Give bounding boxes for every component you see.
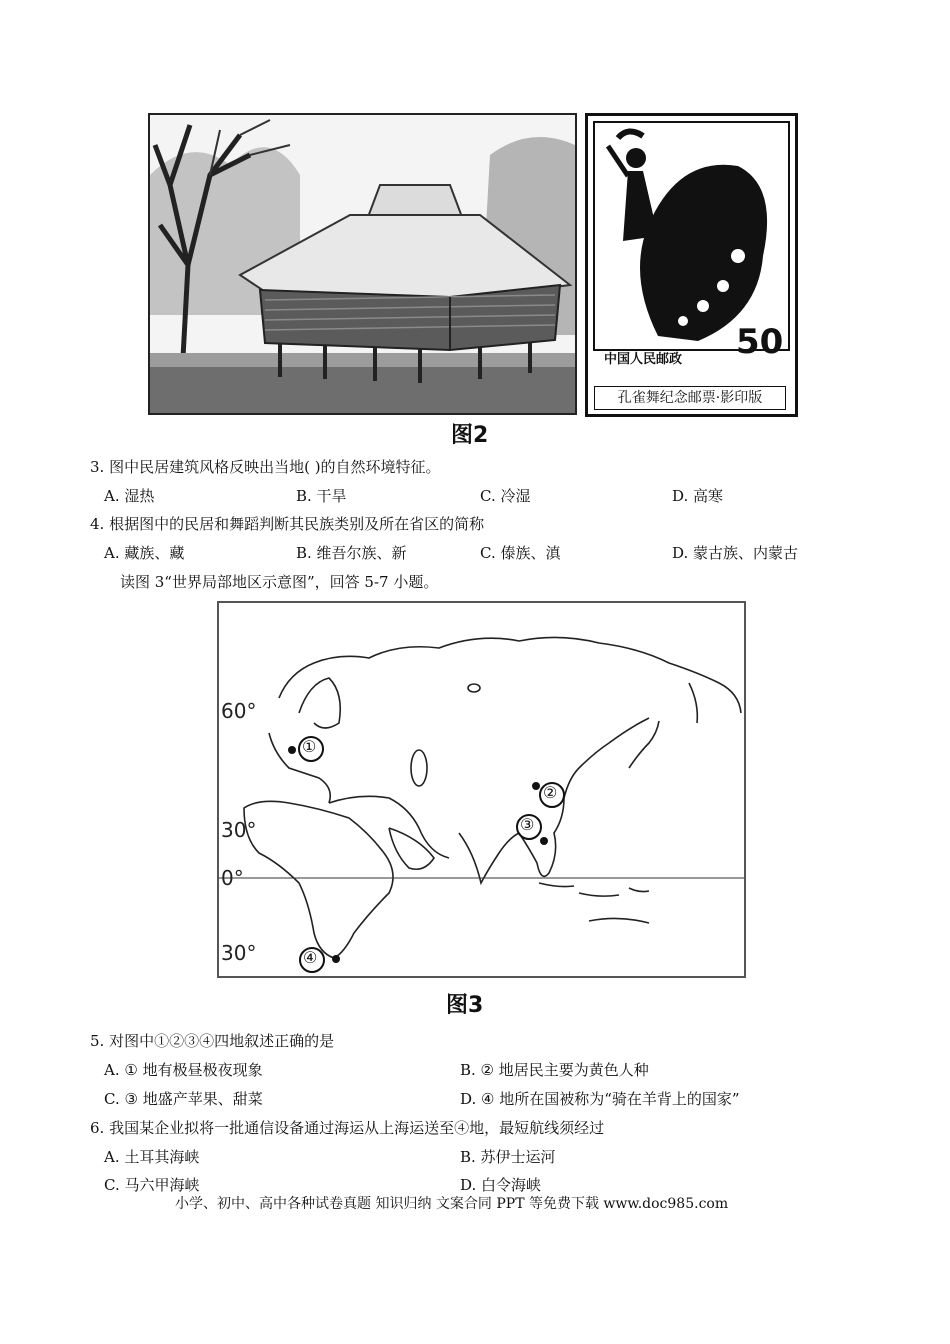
lat-label-0: 0° [221,866,244,890]
marker-label-4: ④ [303,948,318,967]
q4-stem: 4. 根据图中的民居和舞蹈判断其民族类别及所在省区的简称 [90,515,485,533]
marker-label-1: ① [302,737,317,756]
q6-option-c: C. 马六甲海峡 [104,1176,200,1194]
q5-option-a: A. ① 地有极昼极夜现象 [104,1061,263,1079]
lat-label-60: 60° [221,699,257,723]
marker-label-2: ② [543,783,558,802]
lat-label-30n: 30° [221,818,257,842]
q4-option-a: A. 藏族、藏 [104,544,185,562]
q5-option-b: B. ② 地居民主要为黄色人种 [460,1061,649,1079]
footer-text: 小学、初中、高中各种试卷真题 知识归纳 文案合同 PPT 等免费下载 www.doc985.com [175,1196,729,1212]
q4-option-c: C. 傣族、滇 [480,544,561,562]
intro-text: 读图 3“世界局部地区示意图”，回答 5-7 小题。 [120,573,439,591]
stilt-house-illustration [150,115,575,413]
stamp-value: 50 [736,322,784,362]
peacock-dance-stamp [585,113,798,417]
q5-option-c: C. ③ 地盛产苹果、甜菜 [104,1090,263,1108]
stilt-house-photo [148,113,577,415]
marker-dot-1 [288,746,296,754]
q6-option-a: A. 土耳其海峡 [104,1148,200,1166]
q4-option-d: D. 蒙古族、内蒙古 [672,544,799,562]
q3-stem: 3. 图中民居建筑风格反映出当地( )的自然环境特征。 [90,458,441,476]
marker-dot-2 [532,782,540,790]
q6-stem: 6. 我国某企业拟将一批通信设备通过海运从上海运送至④地，最短航线须经过 [90,1119,605,1137]
stamp-country: 中国人民邮政 [604,352,683,367]
q3-option-b: B. 干旱 [296,487,347,505]
marker-dot-3 [540,837,548,845]
q6-option-d: D. 白令海峡 [460,1176,542,1194]
marker-label-3: ③ [520,815,535,834]
q5-option-d: D. ④ 地所在国被称为“骑在羊背上的国家” [460,1090,740,1108]
q3-option-a: A. 湿热 [104,487,155,505]
q5-stem: 5. 对图中①②③④四地叙述正确的是 [90,1032,335,1050]
figure3-label: 图3 [446,993,484,1018]
stamp-caption: 孔雀舞纪念邮票·影印版 [594,386,786,410]
peacock-dancer-illustration [588,116,795,356]
marker-dot-4 [332,955,340,963]
figure2-label: 图2 [451,423,489,448]
q3-option-d: D. 高寒 [672,487,724,505]
world-map [217,601,746,978]
world-map-outline [219,603,744,976]
q6-option-b: B. 苏伊士运河 [460,1148,556,1166]
q4-option-b: B. 维吾尔族、新 [296,544,407,562]
q3-option-c: C. 冷湿 [480,487,531,505]
lat-label-30s: 30° [221,941,257,965]
